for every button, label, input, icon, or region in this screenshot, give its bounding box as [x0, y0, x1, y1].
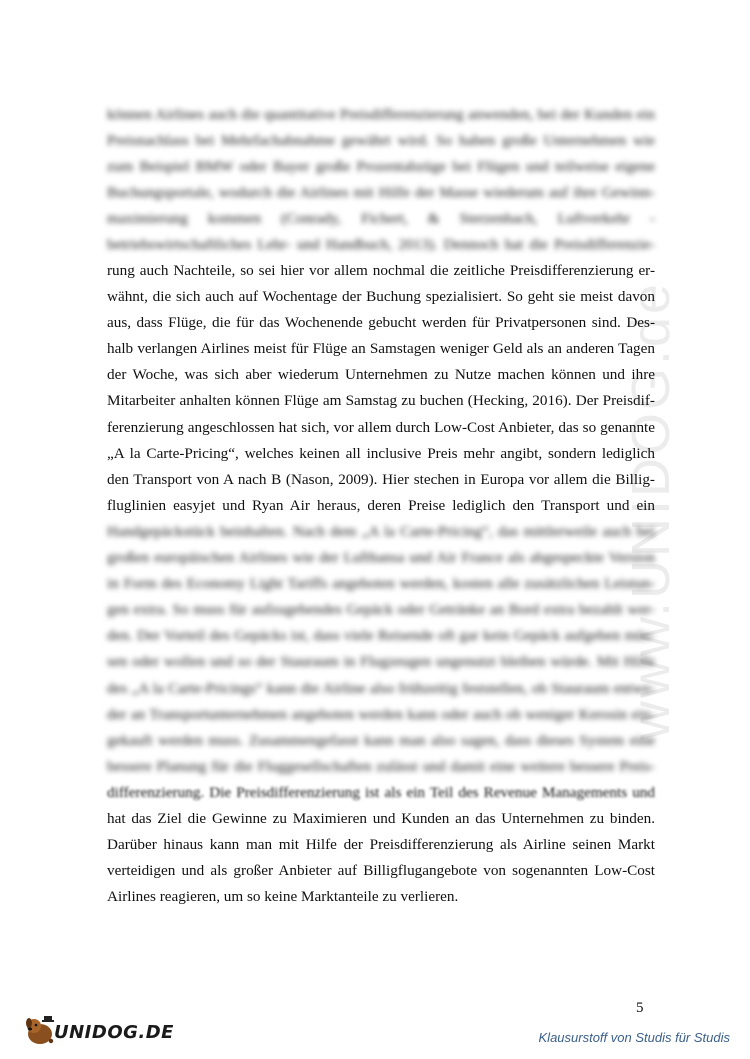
logo-text: UNIDOG.DE [54, 1022, 174, 1043]
text-line: gekauft werden muss. Zusammengefasst kann man also sagen, dass dieses System eine [107, 731, 655, 749]
text-line: gen extra. So muss für aufzugebendes Gepäck oder Getränke an Bord extra bezahlt wer- [107, 601, 655, 619]
page-number: 5 [636, 1000, 644, 1016]
text-line: Preisnachlass bei Mehrfachabnahme gewährt wird. So haben große Unternehmen wie [107, 132, 655, 150]
text-line: ferenzierung angeschlossen hat sich, vor allem durch Low-Cost Anbieter, das so genannte [107, 418, 655, 436]
text-line: maximierung kommen (Conrady, Fichert, & Sterzenbach, Luftverkehr - [107, 210, 655, 228]
text-line: differenzierung. Die Preisdifferenzierung ist als ein Teil des Revenue Managements und [107, 784, 655, 801]
text-line: halb verlangen Airlines meist für Flüge an Samstagen weniger Geld als an anderen Tagen [107, 340, 655, 358]
text-line: wähnt, die sich auch auf Wochentage der Buchung spezialisiert. So geht sie meist davon [107, 288, 655, 306]
watermark: www.UNIDOG.de [621, 280, 681, 740]
text-line: hat das Ziel die Gewinne zu Maximieren und Kunden an das Unternehmen zu binden. [107, 810, 655, 827]
partial-blur-line [107, 780, 655, 806]
text-line: „A la Carte-Pricing“, welches keinen all inclusive Preis mehr angibt, sondern lediglich [107, 444, 655, 462]
text-line: aus, dass Flüge, die für das Wochenende gebucht werden für Privatpersonen sind. Des- [107, 314, 655, 332]
text-line: großen europäischen Airlines wie der Lufthansa und Air France als abgespeckte Version [107, 549, 655, 567]
text-line: zum Beispiel BMW oder Bayer große Prozentabzüge bei Flügen und teilweise eigene [107, 158, 655, 176]
text-line: Handgepäckstück beinhalten. Nach dem „A la Carte-Pricing“, das mittlerweile auch bei [107, 523, 655, 540]
text-line: können Airlines auch die quantitative Preisdifferenzierung anwenden, bei der Kunden ein [107, 106, 655, 123]
text-line: bessere Planung für die Fluggesellschaften zulässt und damit eine weitere bessere Preis- [107, 757, 655, 775]
text-line: betriebswirtschaftliches Lehr- und Handbuch, 2013). Dennoch hat die Preisdifferenzie- [107, 236, 655, 254]
text-line: den Transport von A nach B (Nason, 2009). Hier stechen in Europa vor allem die Billig- [107, 470, 655, 488]
text-line: Mitarbeiter anhalten können Flüge am Samstag zu buchen (Hecking, 2016). Der Preisdif- [107, 392, 655, 410]
text-line: sen oder wollen und so der Stauraum in Flugzeugen ungenutzt bleiben würde. Mit Hilfe [107, 653, 655, 671]
text-line: Darüber hinaus kann man mit Hilfe der Preisdifferenzierung als Airline seinen Markt [107, 836, 655, 854]
text-line: der an Transportunternehmen angeboten werden kann oder auch ob weniger Kerosin ein- [107, 705, 655, 723]
footer-slogan: Klausurstoff von Studis für Studis [538, 1030, 730, 1045]
visible-paragraph-end [107, 806, 655, 910]
blurred-paragraph-bottom [107, 519, 655, 780]
blurred-paragraph-top [107, 102, 655, 259]
text-line: des „A la Carte-Pricings“ kann die Airline also frühzeitig feststellen, ob Stauraum entwe- [107, 679, 655, 697]
text-line: verteidigen und als großer Anbieter auf Billigflugangebote von sogenannten Low-Cost [107, 862, 655, 880]
text-line: Airlines reagieren, um so keine Marktanteile zu verlieren. [107, 888, 459, 906]
text-line: fluglinien easyjet und Ryan Air heraus, deren Preise lediglich den Transport und ein [107, 496, 655, 514]
text-line: rung auch Nachteile, so sei hier vor allem nochmal die zeitliche Preisdifferenzierung er- [107, 262, 655, 279]
visible-paragraph [107, 258, 655, 519]
text-line: Buchungsportale, wodurch die Airlines mit Hilfe der Masse wiederum auf ihre Gewinn- [107, 184, 655, 202]
text-line: in Form des Economy Light Tariffs angeboten werden, kosten alle zusätzlichen Leistun- [107, 575, 655, 593]
text-line: den. Der Vorteil des Gepäcks ist, dass viele Reisende oft gar kein Gepäck aufgeben müs- [107, 627, 655, 645]
text-line: der Woche, was sich aber wiederum Unternehmen zu Nutze machen können und ihre [107, 366, 655, 384]
